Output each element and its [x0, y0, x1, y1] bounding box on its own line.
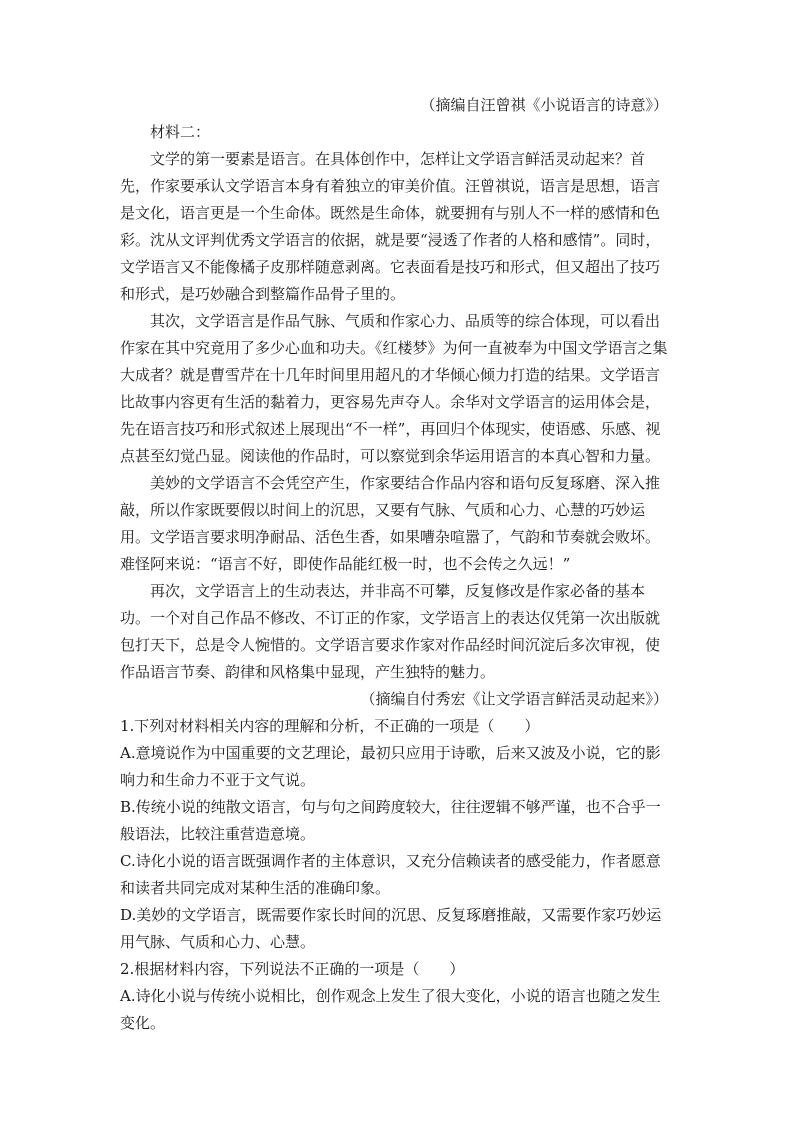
paragraph-2: 其次，文学语言是作品气脉、气质和作家心力、品质等的综合体现，可以看出作家在其中究竟用了多少心血和功夫。《红楼梦》为何一直被奉为中国文学语言之集大成者？就是曹雪芹在十几年时间里用超凡的才华倾心倾力打造的结果。文学语言比故事内容更有生活的黏着力，更容易先声夺人。余华对文学语言的运用体会是，先在语言技巧和形式叙述上展现出“不一样”，再回归个体现实，使语感、乐感、视点甚至幻觉凸显。阅读他的作品时，可以察觉到余华运用语言的本真心智和力量。	[120, 312, 668, 465]
question-1-option-a: A.意境说作为中国重要的文艺理论，最初只应用于诗歌，后来又波及小说，它的影响力和生命力不亚于文气说。	[120, 744, 661, 789]
source-citation-1: （摘编自汪曾祺《小说语言的诗意》）	[420, 96, 668, 114]
document-body	[120, 92, 668, 1037]
material-2-heading: 材料二：	[150, 123, 211, 141]
question-1-option-d: D.美妙的文学语言，既需要作家长时间的沉思、反复琢磨推敲，又需要作家巧妙运用气脉、气质和心力、心慧。	[120, 906, 662, 951]
question-1-option-b: B.传统小说的纯散文语言，句与句之间跨度较大，往往逻辑不够严谨，也不合乎一般语法，比较注重营造意境。	[120, 798, 661, 843]
source-citation-2: （摘编自付秀宏《让文学语言鲜活灵动起来》）	[360, 690, 668, 708]
question-2-option-a: A.诗化小说与传统小说相比，创作观念上发生了很大变化，小说的语言也随之发生变化。	[120, 987, 661, 1032]
paragraph-1: 文学的第一要素是语言。在具体创作中，怎样让文学语言鲜活灵动起来？首先，作家要承认文学语言本身有着独立的审美价值。汪曾祺说，语言是思想，语言是文化，语言更是一个生命体。既然是生命体，就要拥有与别人不一样的感情和色彩。沈从文评判优秀文学语言的依据，就是要“浸透了作者的人格和感情”。同时，文学语言又不能像橘子皮那样随意剥离。它表面看是技巧和形式，但又超出了技巧和形式，是巧妙融合到整篇作品骨子里的。	[120, 150, 661, 303]
question-1-option-c: C.诗化小说的语言既强调作者的主体意识，又充分信赖读者的感受能力，作者愿意和读者共同完成对某种生活的准确印象。	[120, 852, 661, 897]
question-1-stem: 1.下列对材料相关内容的理解和分析，不正确的一项是（ ）	[120, 717, 540, 735]
paragraph-4: 再次，文学语言上的生动表达，并非高不可攀，反复修改是作家必备的基本功。一个对自己作品不修改、不订正的作家，文学语言上的表达仅凭第一次出版就包打天下，总是令人惋惜的。文学语言要求作家对作品经时间沉淀后多次审视，使作品语言节奏、韵律和风格集中显现，产生独特的魅力。	[120, 582, 661, 681]
paragraph-3: 美妙的文学语言不会凭空产生，作家要结合作品内容和语句反复琢磨、深入推敲，所以作家既要假以时间上的沉思，又要有气脉、气质和心力、心慧的巧妙运用。文学语言要求明净耐品、活色生香，如果嘈杂喧嚣了，气韵和节奏就会败坏。难怪阿来说：“语言不好，即使作品能红极一时，也不会传之久远！”	[120, 474, 661, 573]
question-2-stem: 2.根据材料内容，下列说法不正确的一项是（ ）	[120, 960, 465, 978]
